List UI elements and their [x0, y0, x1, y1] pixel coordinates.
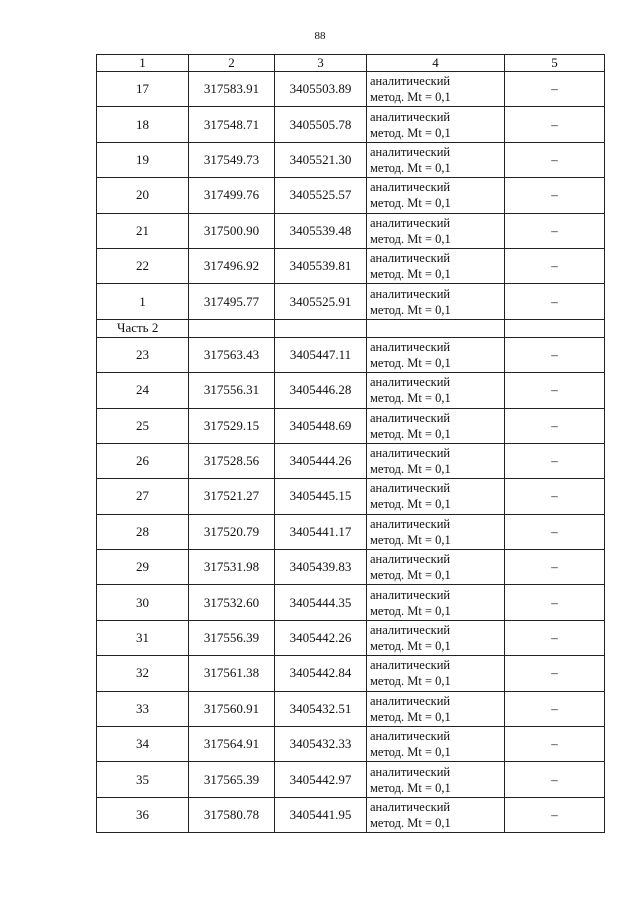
- x-coordinate-cell: 317580.78: [189, 797, 275, 832]
- point-number-cell: 17: [97, 72, 189, 107]
- table-row: [97, 550, 605, 585]
- value-cell: –: [505, 408, 605, 443]
- point-number-cell: 36: [97, 797, 189, 832]
- method-cell: [367, 585, 505, 620]
- x-coordinate-cell: 317560.91: [189, 691, 275, 726]
- y-coordinate-cell: 3405444.26: [275, 443, 367, 478]
- point-number-cell: 21: [97, 213, 189, 248]
- method-line-1: аналитический: [370, 410, 451, 425]
- table-row: [97, 620, 605, 655]
- method-cell: [367, 479, 505, 514]
- x-coordinate-cell: 317495.77: [189, 284, 275, 319]
- point-number-cell: 24: [97, 373, 189, 408]
- y-coordinate-cell: 3405441.95: [275, 797, 367, 832]
- point-number-cell: 35: [97, 762, 189, 797]
- x-coordinate-cell: 317529.15: [189, 408, 275, 443]
- method-cell: [367, 107, 505, 142]
- page-number: 88: [314, 30, 326, 42]
- method-line-2: метод. Mt = 0,1: [370, 267, 451, 282]
- method-line-2: метод. Mt = 0,1: [370, 745, 451, 760]
- point-number-cell: 33: [97, 691, 189, 726]
- y-coordinate-cell: 3405444.35: [275, 585, 367, 620]
- column-header: 1: [97, 55, 189, 72]
- x-coordinate-cell: 317500.90: [189, 213, 275, 248]
- method-line-2: метод. Mt = 0,1: [370, 391, 451, 406]
- table-row: [97, 762, 605, 797]
- method-cell: [367, 213, 505, 248]
- value-cell: –: [505, 443, 605, 478]
- value-cell: –: [505, 585, 605, 620]
- empty-cell: [275, 319, 367, 337]
- column-header: 5: [505, 55, 605, 72]
- method-cell: [367, 142, 505, 177]
- y-coordinate-cell: 3405439.83: [275, 550, 367, 585]
- x-coordinate-cell: 317556.39: [189, 620, 275, 655]
- point-number-cell: 26: [97, 443, 189, 478]
- x-coordinate-cell: 317549.73: [189, 142, 275, 177]
- x-coordinate-cell: 317521.27: [189, 479, 275, 514]
- method-line-2: метод. Mt = 0,1: [370, 568, 451, 583]
- value-cell: –: [505, 727, 605, 762]
- column-header: 2: [189, 55, 275, 72]
- point-number-cell: 25: [97, 408, 189, 443]
- method-line-1: аналитический: [370, 693, 451, 708]
- method-cell: [367, 408, 505, 443]
- x-coordinate-cell: 317528.56: [189, 443, 275, 478]
- y-coordinate-cell: 3405539.48: [275, 213, 367, 248]
- table-row: [97, 691, 605, 726]
- method-cell: [367, 443, 505, 478]
- method-cell: [367, 550, 505, 585]
- table-row: [97, 213, 605, 248]
- value-cell: –: [505, 178, 605, 213]
- y-coordinate-cell: 3405525.57: [275, 178, 367, 213]
- point-number-cell: 29: [97, 550, 189, 585]
- y-coordinate-cell: 3405448.69: [275, 408, 367, 443]
- y-coordinate-cell: 3405447.11: [275, 337, 367, 372]
- method-line-1: аналитический: [370, 516, 451, 531]
- y-coordinate-cell: 3405525.91: [275, 284, 367, 319]
- table-row: [97, 727, 605, 762]
- value-cell: –: [505, 213, 605, 248]
- section-label: Часть 2: [97, 319, 189, 337]
- x-coordinate-cell: 317583.91: [189, 72, 275, 107]
- value-cell: –: [505, 762, 605, 797]
- table-row: [97, 72, 605, 107]
- method-line-1: аналитический: [370, 729, 451, 744]
- y-coordinate-cell: 3405446.28: [275, 373, 367, 408]
- value-cell: –: [505, 72, 605, 107]
- y-coordinate-cell: 3405442.84: [275, 656, 367, 691]
- table-body: [97, 72, 605, 833]
- method-cell: [367, 797, 505, 832]
- table-row: [97, 797, 605, 832]
- method-cell: [367, 727, 505, 762]
- method-line-2: метод. Mt = 0,1: [370, 532, 451, 547]
- table-row: [97, 142, 605, 177]
- method-line-2: метод. Mt = 0,1: [370, 196, 451, 211]
- method-line-2: метод. Mt = 0,1: [370, 639, 451, 654]
- x-coordinate-cell: 317563.43: [189, 337, 275, 372]
- value-cell: –: [505, 550, 605, 585]
- method-cell: [367, 178, 505, 213]
- y-coordinate-cell: 3405442.97: [275, 762, 367, 797]
- method-line-1: аналитический: [370, 800, 451, 814]
- column-header: 4: [367, 55, 505, 72]
- method-cell: [367, 514, 505, 549]
- method-line-1: аналитический: [370, 658, 451, 673]
- x-coordinate-cell: 317496.92: [189, 248, 275, 283]
- method-line-1: аналитический: [370, 446, 451, 461]
- point-number-cell: 31: [97, 620, 189, 655]
- value-cell: –: [505, 479, 605, 514]
- point-number-cell: 18: [97, 107, 189, 142]
- method-cell: [367, 248, 505, 283]
- method-line-1: аналитический: [370, 251, 451, 266]
- method-cell: [367, 620, 505, 655]
- method-line-2: метод. Mt = 0,1: [370, 603, 451, 618]
- method-line-2: метод. Mt = 0,1: [370, 90, 451, 105]
- method-line-1: аналитический: [370, 764, 451, 779]
- point-number-cell: 34: [97, 727, 189, 762]
- method-line-1: аналитический: [370, 587, 451, 602]
- y-coordinate-cell: 3405442.26: [275, 620, 367, 655]
- table-row: [97, 656, 605, 691]
- method-line-1: аналитический: [370, 180, 451, 195]
- table-row: [97, 284, 605, 319]
- point-number-cell: 28: [97, 514, 189, 549]
- point-number-cell: 30: [97, 585, 189, 620]
- x-coordinate-cell: 317565.39: [189, 762, 275, 797]
- value-cell: –: [505, 337, 605, 372]
- x-coordinate-cell: 317520.79: [189, 514, 275, 549]
- value-cell: –: [505, 797, 605, 832]
- table-row: [97, 585, 605, 620]
- value-cell: –: [505, 514, 605, 549]
- method-line-2: метод. Mt = 0,1: [370, 780, 451, 795]
- method-cell: [367, 762, 505, 797]
- x-coordinate-cell: 317531.98: [189, 550, 275, 585]
- section-row: [97, 319, 605, 337]
- method-line-2: метод. Mt = 0,1: [370, 674, 451, 689]
- method-line-2: метод. Mt = 0,1: [370, 816, 451, 830]
- point-number-cell: 23: [97, 337, 189, 372]
- point-number-cell: 1: [97, 284, 189, 319]
- method-line-1: аналитический: [370, 109, 451, 124]
- method-line-2: метод. Mt = 0,1: [370, 231, 451, 246]
- empty-cell: [189, 319, 275, 337]
- y-coordinate-cell: 3405441.17: [275, 514, 367, 549]
- x-coordinate-cell: 317532.60: [189, 585, 275, 620]
- method-cell: [367, 337, 505, 372]
- point-number-cell: 20: [97, 178, 189, 213]
- value-cell: –: [505, 284, 605, 319]
- table-row: [97, 178, 605, 213]
- empty-cell: [367, 319, 505, 337]
- value-cell: –: [505, 373, 605, 408]
- table-row: [97, 373, 605, 408]
- method-line-2: метод. Mt = 0,1: [370, 426, 451, 441]
- point-number-cell: 19: [97, 142, 189, 177]
- method-line-1: аналитический: [370, 339, 451, 354]
- value-cell: –: [505, 107, 605, 142]
- method-cell: [367, 284, 505, 319]
- method-line-2: метод. Mt = 0,1: [370, 355, 451, 370]
- point-number-cell: 27: [97, 479, 189, 514]
- method-cell: [367, 373, 505, 408]
- value-cell: –: [505, 620, 605, 655]
- coordinates-table: [96, 54, 605, 833]
- x-coordinate-cell: 317499.76: [189, 178, 275, 213]
- value-cell: –: [505, 691, 605, 726]
- table-row: [97, 479, 605, 514]
- method-line-2: метод. Mt = 0,1: [370, 709, 451, 724]
- table-header: [97, 55, 605, 72]
- value-cell: –: [505, 248, 605, 283]
- method-line-2: метод. Mt = 0,1: [370, 125, 451, 140]
- point-number-cell: 32: [97, 656, 189, 691]
- table-row: [97, 443, 605, 478]
- y-coordinate-cell: 3405503.89: [275, 72, 367, 107]
- method-line-1: аналитический: [370, 74, 451, 89]
- method-line-2: метод. Mt = 0,1: [370, 160, 451, 175]
- x-coordinate-cell: 317548.71: [189, 107, 275, 142]
- y-coordinate-cell: 3405432.51: [275, 691, 367, 726]
- value-cell: –: [505, 656, 605, 691]
- y-coordinate-cell: 3405505.78: [275, 107, 367, 142]
- table-row: [97, 107, 605, 142]
- column-header: 3: [275, 55, 367, 72]
- table-row: [97, 248, 605, 283]
- x-coordinate-cell: 317564.91: [189, 727, 275, 762]
- x-coordinate-cell: 317561.38: [189, 656, 275, 691]
- header-row: [97, 55, 605, 72]
- point-number-cell: 22: [97, 248, 189, 283]
- method-line-1: аналитический: [370, 144, 451, 159]
- table-row: [97, 514, 605, 549]
- method-line-1: аналитический: [370, 552, 451, 567]
- table-row: [97, 408, 605, 443]
- method-line-1: аналитический: [370, 215, 451, 230]
- method-line-1: аналитический: [370, 286, 451, 301]
- y-coordinate-cell: 3405521.30: [275, 142, 367, 177]
- method-line-2: метод. Mt = 0,1: [370, 497, 451, 512]
- method-line-1: аналитический: [370, 623, 451, 638]
- method-line-2: метод. Mt = 0,1: [370, 302, 451, 317]
- empty-cell: [505, 319, 605, 337]
- method-cell: [367, 691, 505, 726]
- y-coordinate-cell: 3405432.33: [275, 727, 367, 762]
- method-cell: [367, 656, 505, 691]
- method-line-2: метод. Mt = 0,1: [370, 462, 451, 477]
- y-coordinate-cell: 3405539.81: [275, 248, 367, 283]
- value-cell: –: [505, 142, 605, 177]
- y-coordinate-cell: 3405445.15: [275, 479, 367, 514]
- x-coordinate-cell: 317556.31: [189, 373, 275, 408]
- method-cell: [367, 72, 505, 107]
- method-line-1: аналитический: [370, 375, 451, 390]
- table-row: [97, 337, 605, 372]
- method-line-1: аналитический: [370, 481, 451, 496]
